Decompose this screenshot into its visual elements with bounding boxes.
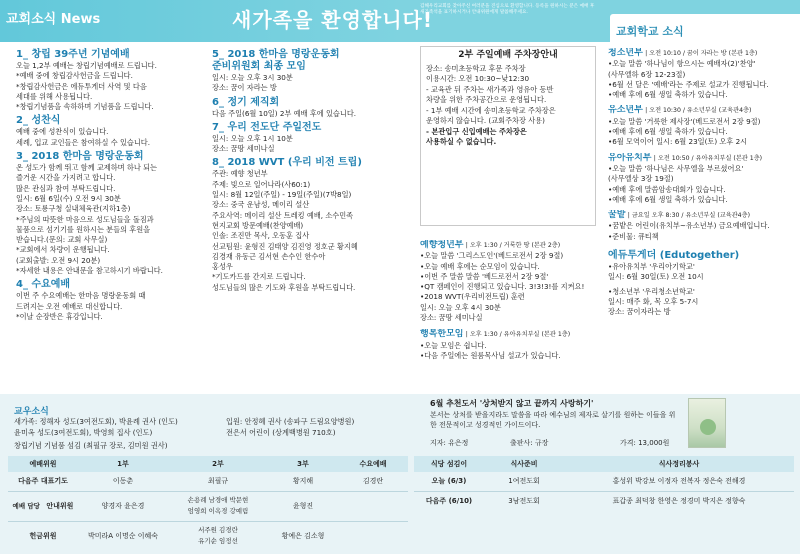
meal-duty-table	[414, 456, 794, 510]
text-line: •QT 캠페인이 진행되고 있습니다. 3!3!3!를 지켜요!	[420, 282, 585, 292]
text-line: •꿈밭은 어린이(유치부~유소년부) 금요예배입니다.	[608, 221, 770, 231]
text-line: 일시: 6월 6일(수) 오전 9시 30분	[16, 193, 121, 203]
table-header: 1부	[78, 456, 168, 472]
text-line: 받습니다.(문의: 교회 사무실)	[16, 235, 108, 245]
text-line: 주제: 빛으로 일어나라(사60:1)	[212, 179, 311, 189]
text-line: (사무엘하 6장 12-23절)	[608, 69, 686, 79]
text-line: *주님의 따뜻한 마음으로 성도님들을 돌짐과	[16, 214, 154, 224]
table-cell	[338, 521, 408, 551]
text-line: •청소년부 '우리청소년학교'	[608, 286, 695, 296]
text-line: •2018 WVT(우리비전트립) 훈련	[420, 292, 525, 302]
table-cell: 서주원 김경란 유기순 임정선	[198, 526, 238, 546]
school-news-tab	[610, 14, 800, 42]
table-cell	[338, 491, 408, 521]
table-header: 예배위원	[8, 456, 78, 472]
text-line: 선교팀원: 윤형진 김태양 김진영 정호군 황지혜	[212, 241, 358, 251]
book-description: 본서는 상처를 받을지라도 말씀을 따라 예수님의 제자로 살기를 원하는 이들을 위한 전문적이고 성경적인 가이드이다.	[430, 411, 676, 429]
text-line: *창립감사헌금은 에듀투게더 사역 및 다음	[16, 81, 147, 91]
text-line: 예배 중에 성찬식이 있습니다.	[16, 127, 109, 137]
table-row	[414, 491, 794, 510]
table-cell: 박미라A 이명순 이혜숙	[87, 532, 159, 541]
school-column	[608, 46, 800, 318]
text-line: - 1부 예배 시간에 송미초등학교 주차장은	[426, 105, 556, 115]
welcome-note: 김해우리교회를 찾아주신 여러분을 진심으로 환영합니다. 등록을 원하시는 분은 예배 후 새가족석을 표기하시거나 안내위원에게 말씀해주세요.	[420, 4, 595, 15]
text-line: 일시: 8월 12일(주일) - 19일(주일)(7박8일)	[212, 190, 352, 200]
text-line: 일시: 오늘 오후 4시 30분	[420, 302, 501, 312]
table-cell: 손용례 남경애 박문현 엄영희 이옥경 강예림	[168, 491, 268, 521]
section-title: 3_ 2018 한마음 명랑운동회	[16, 151, 144, 163]
text-line: •예배 후에 6월 생일 축하가 있습니다.	[608, 90, 728, 100]
text-line: (교회출발: 오전 9시 20분)	[16, 255, 101, 265]
school-kkot-title: 꿀밭	[608, 210, 626, 221]
text-line: 주요사역: 메이리 설산 트레킹 예배, 소수민족	[212, 210, 354, 220]
table-cell: 김경란	[338, 472, 408, 491]
row-head: 다음주 대표기도	[8, 472, 78, 491]
section-title: 8_ 2018 WVT (우리 비전 트립)	[212, 157, 362, 169]
youth-column	[420, 240, 606, 361]
news-label: 교회소식 News	[6, 12, 101, 27]
parking-notice-box	[420, 46, 596, 226]
section-title: 2_ 성찬식	[16, 115, 61, 127]
text-line: 홍성우	[212, 262, 233, 272]
page-title: 새가족을 환영합니다!	[232, 8, 433, 32]
section-title: 7_ 우리 전도단 주일전도	[212, 121, 322, 133]
text-line-bold: - 본관입구 신입예배는 주차장은	[426, 126, 527, 136]
school-kinder-title: 유아유치부	[608, 152, 652, 163]
table-cell: 양경자 윤은경	[78, 491, 168, 521]
text-line: 장소: 꿈이자라는 방	[608, 307, 671, 317]
text-line: •오늘 말씀 '하나님은 사무엘을 부르셨어요'	[608, 163, 744, 173]
text-line: 장소: 꿈땅 세미나실	[420, 313, 483, 323]
text-line: 세대를 위해 사용됩니다.	[16, 91, 93, 101]
table-row	[8, 521, 408, 551]
text-line: *교회에서 차량이 운행됩니다.	[16, 245, 110, 255]
text-line: - 교육관 뒤 주차는 새가족과 영유아 동반	[426, 84, 554, 94]
text-line: 차량을 위한 주차공간으로 운영됩니다.	[426, 95, 547, 104]
text-line: •6월 모역이어 일시: 6월 23일(토) 오후 2시	[608, 137, 748, 147]
text-line: 김경재 유동근 김서현 손수인 한수아	[212, 251, 326, 261]
text-line: 운영하지 않습니다. (교회주차장 사용)	[426, 116, 545, 125]
news-column-1	[16, 46, 212, 322]
text-line: 다음 주일(6월 10일) 2부 예배 후에 있습니다.	[212, 108, 357, 118]
text-line: *기도카드를 간지로 드립니다.	[212, 272, 306, 282]
happy-title: 행복한모임	[420, 329, 464, 340]
table-cell: 황예은 김소형	[281, 532, 325, 541]
header-band	[0, 0, 800, 42]
youth-title: 예향청년부	[420, 240, 464, 250]
members-line: 윤미옥 성도(3여전도회), 박영희 집사 (인도)	[14, 428, 153, 437]
book-price: 가격: 13,000원	[620, 439, 670, 447]
table-row	[8, 472, 408, 491]
text-line: •준비물: 큐티책	[608, 231, 659, 241]
table-header: 식사준비	[484, 456, 564, 472]
section-title: 4_ 수요예배	[16, 279, 71, 291]
table-header: 식당 섬김이	[414, 456, 484, 472]
school-youth-meta: | 오전 10:10 / 꿈이 자라는 방 (본관 1층)	[645, 50, 758, 57]
text-line: •오늘 말씀 '거룩한 제사장'(베드로전서 2장 9절)	[608, 116, 761, 126]
section-title-cont: 준비위원회 최종 모임	[212, 61, 306, 72]
hospital-line: 입원: 안정혜 권사 (송파구 드림요양병원)	[226, 417, 355, 426]
text-line: •유아유치부 '우리아기학교'	[608, 262, 695, 272]
text-line: 세례, 입교 교인들은 참여하실 수 있습니다.	[16, 137, 151, 147]
members-line: 창립기념 기념품 섬김 (최필규 장로, 김미원 권사)	[14, 441, 168, 450]
table-cell: 1여전도회	[484, 472, 564, 491]
table-header: 3부	[268, 456, 338, 472]
book-author: 지자: 유은정	[430, 439, 469, 447]
worship-duty-table	[8, 456, 408, 551]
school-child-meta: | 오전 10:30 / 유소년부실 (교육관4층)	[645, 107, 752, 115]
text-line: •예배 후에 말씀암송대회가 있습니다.	[608, 184, 726, 194]
row-head-label: 안내위원	[46, 502, 74, 510]
members-news-title: 교우소식	[14, 407, 49, 417]
text-line: 이번 주 수요예배는 한마음 명랑운동회 때	[16, 291, 146, 301]
text-line: 장소: 꿈땅 세미나실	[212, 144, 275, 154]
text-line: •오늘 말씀 '하나님이 항으시는 예배자(2)'찬양'	[608, 59, 756, 69]
text-line: 성도님들의 많은 기도와 후원을 부탁드립니다.	[212, 282, 356, 292]
row-head: 오늘 (6/3)	[414, 472, 484, 491]
text-line: 장소: 꿈이 자라는 방	[212, 83, 277, 93]
text-line: 이용시간: 오전 10:30~낮12:30	[426, 74, 530, 83]
text-line: 온 성도가 함께 뛰고 함께 교제하며 하나 되는	[16, 163, 157, 173]
text-line: 현지교회 방문예배(찬양예배)	[212, 220, 304, 230]
parking-title: 2부 주일예배 주차장안내	[458, 50, 558, 60]
text-line: 인솔: 조진만 목사, 오동훈 집사	[212, 231, 310, 241]
text-line: 즐거운 시간을 가지려고 합니다.	[16, 173, 116, 183]
text-line: *창립기념품을 속하하며 기념품을 드립니다.	[16, 102, 154, 112]
happy-meta: | 오후 1:30 / 유아유치부실 (본관 1층)	[465, 331, 571, 339]
table-header: 식사정리봉사	[564, 456, 794, 472]
text-line: 많은 관심과 참여 부탁드립니다.	[16, 183, 116, 193]
text-line: •6월 선 달은 '예배'라는 주제로 설교가 진행됩니다.	[608, 79, 769, 89]
text-line: *예배 중에 창립감사헌금을 드립니다.	[16, 71, 133, 81]
text-line: (사무엘상 3장 19절)	[608, 174, 674, 184]
text-line: •예배 후에 6월 생일 축하가 있습니다.	[608, 194, 728, 204]
text-line: 오늘 1,2부 예배는 창립기념예배로 드립니다.	[16, 61, 157, 70]
table-cell: 황지해	[268, 472, 338, 491]
table-cell: 표갑종 최덕창 한영은 정경미 박지은 정향숙	[612, 496, 746, 505]
table-cell: 이동춘	[78, 472, 168, 491]
text-line: •예배 후에 6월 생일 축하가 있습니다.	[608, 127, 728, 137]
school-kinder-meta: | 오전 10:50 / 유아유치부실 (본관 1층)	[653, 154, 763, 162]
section-title: 1_ 창립 39주년 기념예배	[16, 49, 130, 60]
youth-meta: | 오후 1:30 / 거룩한 땅 (본관 2층)	[465, 242, 561, 249]
news-column-2	[212, 46, 412, 293]
text-line: 주관: 예향 청년부	[212, 169, 268, 179]
school-youth-title: 청소년부	[608, 48, 643, 58]
text-line: 일시: 6월 30일(토) 오전 10시	[608, 272, 704, 282]
text-line: 일시: 오늘 오후 1시 10분	[212, 133, 293, 143]
table-header: 2부	[168, 456, 268, 472]
table-cell: 최필규	[168, 472, 268, 491]
section-title: 5_ 2018 한마음 명랑운동회	[212, 49, 340, 60]
table-cell: 홍성위 박강보 이정자 전복자 정은숙 전해경	[564, 472, 794, 491]
row-side-label: 예배 담당	[12, 502, 40, 510]
table-header: 수요예배	[338, 456, 408, 472]
text-line: •오늘 예배 후에는 순모임이 있습니다.	[420, 261, 540, 271]
text-line: 물품으로 섬기기를 원하시는 분들의 후원을	[16, 224, 151, 234]
section-title: 6_ 정기 제직회	[212, 96, 280, 108]
text-line: 장소: 송미초등학교 후문 주차장	[426, 63, 526, 73]
book-publisher: 출판사: 규장	[510, 439, 549, 447]
text-line: 장소: 토룡구청 실내체육관(지하1층)	[16, 204, 131, 214]
text-line: 장소: 중국 운남성, 메이리 설산	[212, 200, 310, 210]
book-cover-image	[688, 398, 726, 448]
text-line: •오늘 모임은 쉽니다.	[420, 340, 487, 350]
text-line: *자세한 내용은 안내문을 참고하시기 바랍니다.	[16, 266, 163, 276]
text-line: •오늘 말씀 '그리스도인'(베드로전서 2장 9절)	[420, 251, 564, 261]
text-line: •다음 주일에는 원룸목사님 설교가 있습니다.	[420, 350, 561, 360]
table-row	[8, 491, 408, 521]
text-line: *이날 순장반은 휴강입니다.	[16, 311, 103, 321]
book-cover-dot	[700, 419, 716, 435]
row-head	[8, 491, 78, 521]
school-child-title: 유소년부	[608, 105, 643, 116]
text-line: 드려지는 오전 예배로 대신합니다.	[16, 301, 123, 311]
edu-title: 에듀투게더 (Edutogether)	[608, 250, 740, 262]
table-cell: 윤형진	[268, 491, 338, 521]
table-row	[414, 472, 794, 491]
school-kkot-meta: | 금요일 오후 8:30 / 유소년부실 (교육관4층)	[627, 212, 750, 220]
text-line: 일시: 오늘 오후 3시 30분	[212, 73, 293, 82]
row-head: 헌금위원	[29, 532, 57, 541]
text-line: •이번 주 말씀 말씀 '베드로전서 2장 9절'	[420, 271, 549, 281]
table-cell: 3남전도회	[508, 496, 540, 505]
hospital-line: 전은서 어린이 (상계백병원 710호)	[226, 428, 336, 437]
text-line: 일시: 매주 화, 목 오후 5-7시	[608, 296, 699, 306]
row-head: 다음주 (6/10)	[425, 496, 473, 505]
school-news-label: 교회학교 소식	[616, 25, 684, 38]
members-line: 새가족: 정해자 성도(3여전도회), 박윤례 권사 (인도)	[14, 417, 178, 426]
book-title: 6월 추천도서 '상처받지 않고 끝까지 사랑하기'	[430, 399, 594, 408]
text-line-bold: 사용하실 수 없습니다.	[426, 137, 497, 146]
